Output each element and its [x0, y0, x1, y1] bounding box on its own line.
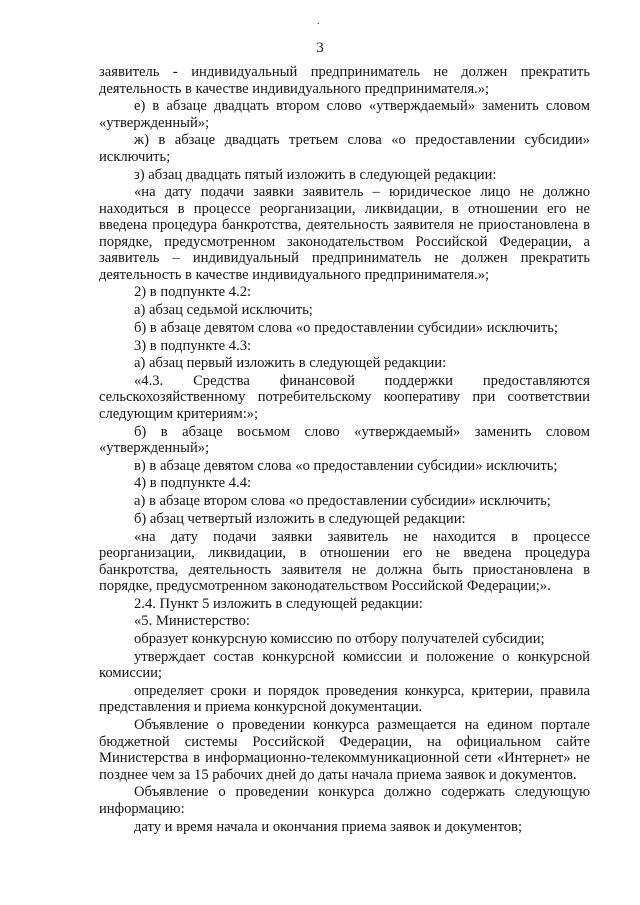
paragraph: Объявление о проведении конкурса должно содержать следующую информацию:	[99, 784, 590, 817]
paragraph: в) в абзаце девятом слова «о предоставлении субсидии» исключить;	[134, 457, 558, 474]
paragraph: з) абзац двадцать пятый изложить в следующей редакции:	[134, 166, 497, 183]
paragraph: дату и время начала и окончания приема заявок и документов;	[134, 818, 522, 835]
paragraph: ж) в абзаце двадцать третьем слова «о предоставлении субсидии» исключить;	[99, 132, 590, 165]
paragraph: б) абзац четвертый изложить в следующей редакции:	[134, 510, 466, 527]
paragraph: «на дату подачи заявки заявитель не находится в процессе реорганизации, ликвидации, в отношении его не введена процедура банкротства, деятельность заявителя не должна быть приостановлена в порядке, предусмотренном законодательством Российской Федерации;».	[99, 528, 590, 594]
paragraph: «4.3. Средства финансовой поддержки предоставляются сельскохозяйственному потребительскому кооперативу при соответствии следующим критериям:»;	[99, 372, 590, 422]
paragraph: 2) в подпункте 4.2:	[134, 284, 252, 301]
paragraph: определяет сроки и порядок проведения конкурса, критерии, правила представления и приема конкурсной документации.	[99, 682, 590, 716]
paragraph: заявитель - индивидуальный предприниматель не должен прекратить деятельность в качестве индивидуального предпринимателя.»;	[99, 64, 590, 97]
paragraph: 4) в подпункте 4.4:	[134, 475, 252, 492]
paragraph: а) абзац первый изложить в следующей редакции:	[134, 355, 447, 372]
paragraph: утверждает состав конкурсной комиссии и положение о конкурсной комиссии;	[99, 648, 590, 682]
paragraph: е) в абзаце двадцать втором слово «утверждаемый» заменить словом «утвержденный»;	[99, 98, 590, 131]
page-number: 3	[316, 40, 324, 56]
paragraph: «на дату подачи заявки заявитель – юридическое лицо не должно находиться в процессе реорганизации, ликвидации, в отношении его не введена процедура банкротства, деятельность заявителя не приостановлена в порядке, предусмотренном законодательством Российской Федерации, а заявитель – индивидуальный предприниматель не должен прекратить деятельность в качестве индивидуального предпринимателя.»;	[99, 184, 590, 283]
paragraph: 3) в подпункте 4.3:	[134, 337, 252, 354]
dot-mark: .	[317, 16, 320, 27]
paragraph: б) в абзаце восьмом слово «утверждаемый» заменить словом «утвержденный»;	[99, 423, 590, 457]
paragraph: 2.4. Пункт 5 изложить в следующей редакции:	[134, 595, 423, 612]
paragraph: а) абзац седьмой исключить;	[134, 302, 313, 319]
paragraph: образует конкурсную комиссию по отбору получателей субсидии;	[134, 631, 545, 648]
document-body	[99, 64, 590, 836]
paragraph: «5. Министерство:	[134, 613, 250, 630]
paragraph: а) в абзаце втором слова «о предоставлении субсидии» исключить;	[134, 493, 551, 510]
paragraph: Объявление о проведении конкурса размещается на едином портале бюджетной системы Российской Федерации, на официальном сайте Министерства в информационно-телекоммуникационной сети «Интернет» не позднее чем за 15 рабочих дней до даты начала приема заявок и документов.	[99, 717, 590, 783]
paragraph: б) в абзаце девятом слова «о предоставлении субсидии» исключить;	[134, 319, 558, 336]
